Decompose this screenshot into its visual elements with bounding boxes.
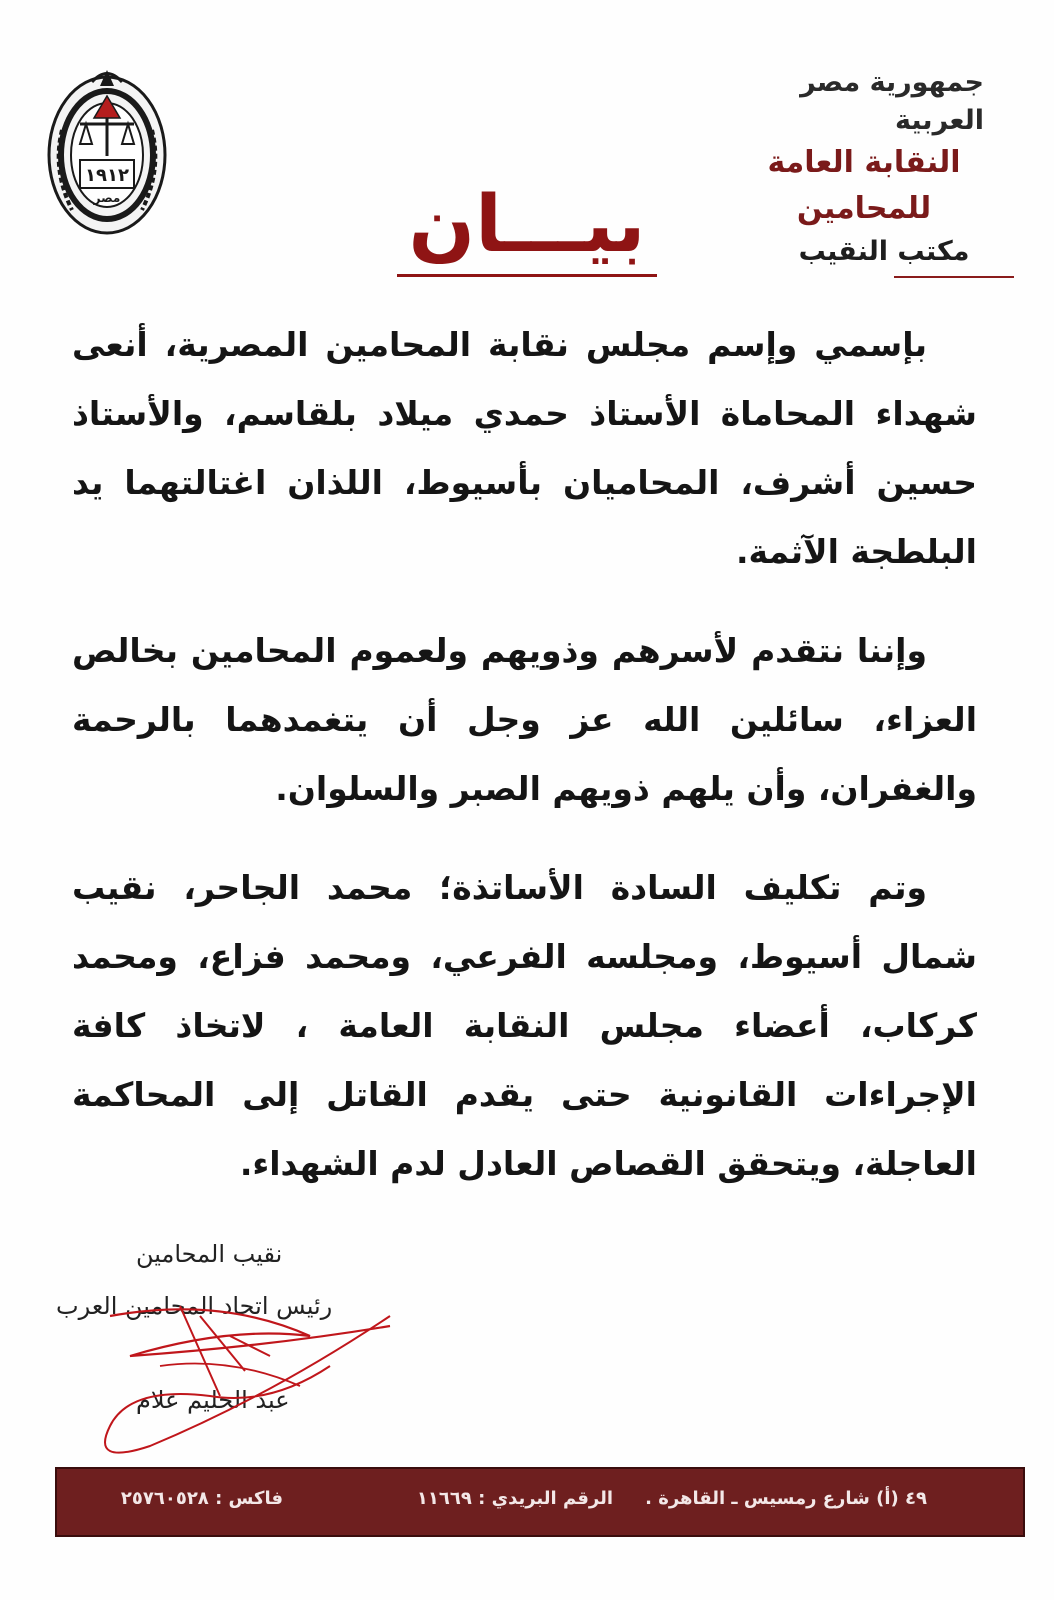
signature-block <box>50 1236 410 1466</box>
statement-title: بيـــان <box>408 180 646 270</box>
footer-fax: فاكس : ٢٥٧٦٠٥٢٨ <box>120 1488 283 1509</box>
paragraph: بإسمي وإسم مجلس نقابة المحامين المصرية، أنعى شهداء المحاماة الأستاذ حمدي ميلاد بلقاسم، والأستاذ حسين أشرف، المحاميان بأسيوط، اللذان اغتالتهما يد البلطجة الآثمة. <box>72 325 977 571</box>
paragraph: وتم تكليف السادة الأساتذة؛ محمد الجاحر، نقيب شمال أسيوط، ومجلسه الفرعي، ومحمد فزاع، ومحمد كركاب، أعضاء مجلس النقابة العامة ، لاتخاذ كافة الإجراءات القانونية حتى يقدم القاتل إلى المحاكمة العاجلة، ويتحقق القصاص العادل لدم الشهداء. <box>72 868 977 1183</box>
signatory-role-secondary: رئيس اتحاد المحامين العرب <box>56 1292 333 1320</box>
statement-title-block <box>0 180 1054 277</box>
office-name: مكتب النقيب <box>798 236 970 267</box>
seal-year: ١٩١٢ <box>85 165 129 186</box>
signatory-role: نقيب المحامين <box>136 1240 283 1268</box>
syndicate-name: النقابة العامة للمحامين <box>767 145 961 226</box>
country-name: جمهورية مصر العربية <box>800 67 984 136</box>
signatory-name: عبد الحليم علام <box>136 1386 290 1414</box>
footer-bar <box>55 1467 1025 1537</box>
statement-body <box>72 310 977 1228</box>
footer-address: ٤٩ (أ) شارع رمسيس ـ القاهرة . <box>645 1488 927 1509</box>
footer-postal-code: الرقم البريدي : ١١٦٦٩ <box>416 1488 613 1509</box>
seal-place: مصر <box>93 191 121 205</box>
paragraph: وإننا نتقدم لأسرهم وذويهم ولعموم المحامين بخالص العزاء، سائلين الله عز وجل أن يتغمدهما بالرحمة والغفران، وأن يلهم ذويهم الصبر والسلوان. <box>72 631 977 808</box>
title-underline <box>397 274 657 277</box>
handwritten-signature-icon <box>70 1276 430 1466</box>
